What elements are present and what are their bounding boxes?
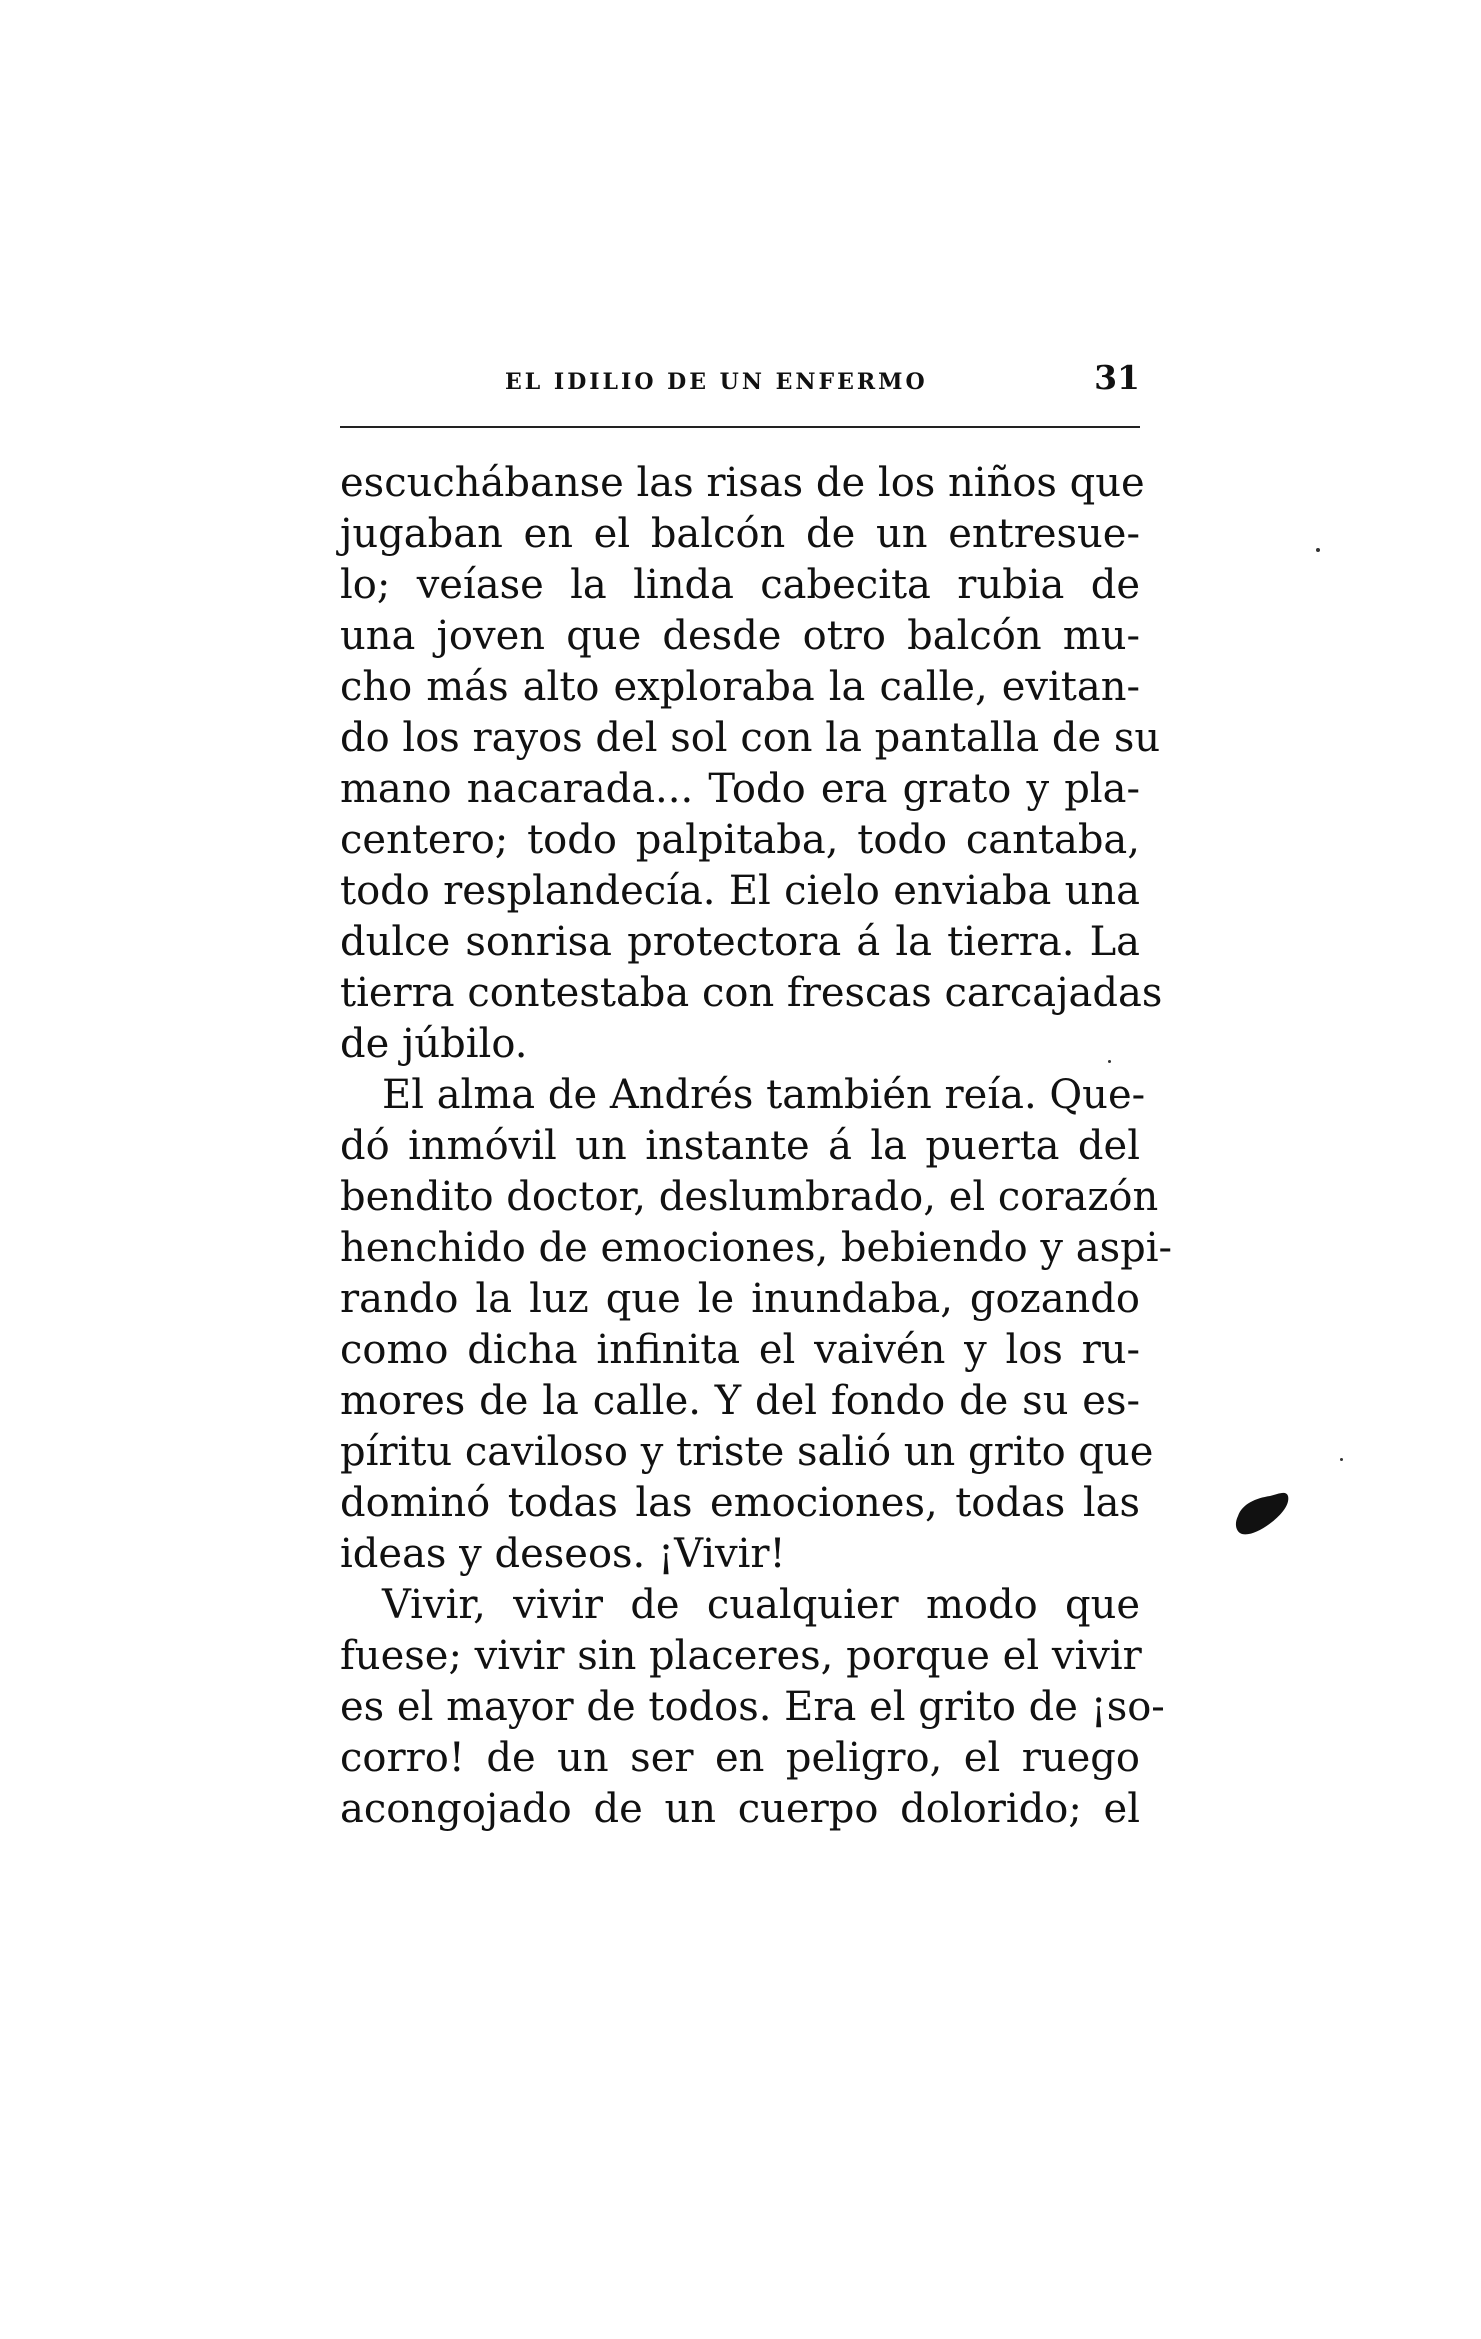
page-number: 31 — [1094, 358, 1140, 397]
text-line: jugaban en el balcón de un entresue- — [340, 511, 1140, 557]
text-line: henchido de emociones, bebiendo y aspi- — [340, 1225, 1173, 1271]
paragraph-1 — [340, 458, 1163, 1070]
text-line: píritu caviloso y triste salió un grito que — [340, 1429, 1154, 1475]
scan-speck — [1340, 1458, 1343, 1461]
text-line: mano nacarada... Todo era grato y pla- — [340, 766, 1140, 812]
scan-speck — [1316, 548, 1320, 552]
running-head — [340, 358, 1140, 402]
text-line: tierra contestaba con frescas carcajadas — [340, 970, 1163, 1016]
text-line: bendito doctor, deslumbrado, el corazón — [340, 1174, 1159, 1220]
text-line: es el mayor de todos. Era el grito de ¡so- — [340, 1684, 1165, 1730]
text-line: ideas y deseos. ¡Vivir! — [340, 1531, 786, 1577]
text-line: El alma de Andrés también reía. Que- — [382, 1072, 1146, 1118]
text-line: como dicha infinita el vaivén y los ru- — [340, 1327, 1140, 1373]
text-line: cho más alto exploraba la calle, evitan- — [340, 664, 1140, 710]
text-line: dulce sonrisa protectora á la tierra. La — [340, 919, 1140, 965]
paragraph-2 — [340, 1070, 1173, 1580]
header-rule — [340, 426, 1140, 428]
running-title: EL IDILIO DE UN ENFERMO — [505, 369, 928, 395]
body-text — [340, 458, 1173, 1835]
text-line: lo; veíase la linda cabecita rubia de — [340, 562, 1140, 608]
text-line: una joven que desde otro balcón mu- — [340, 613, 1140, 659]
text-line: mores de la calle. Y del fondo de su es- — [340, 1378, 1140, 1424]
text-line: corro! de un ser en peligro, el ruego — [340, 1735, 1140, 1781]
ink-blot-mark — [1232, 1488, 1290, 1538]
text-line: fuese; vivir sin placeres, porque el vivir — [340, 1633, 1142, 1679]
paragraph-3 — [340, 1580, 1165, 1835]
text-line: centero; todo palpitaba, todo cantaba, — [340, 817, 1140, 863]
text-line: do los rayos del sol con la pantalla de su — [340, 715, 1161, 761]
text-line: de júbilo. — [340, 1021, 528, 1067]
text-line: rando la luz que le inundaba, gozando — [340, 1276, 1140, 1322]
text-line: dominó todas las emociones, todas las — [340, 1480, 1140, 1526]
text-line: Vivir, vivir de cualquier modo que — [382, 1582, 1140, 1628]
text-line: dó inmóvil un instante á la puerta del — [340, 1123, 1140, 1169]
text-line: escuchábanse las risas de los niños que — [340, 460, 1145, 506]
text-line: todo resplandecía. El cielo enviaba una — [340, 868, 1140, 914]
text-line: acongojado de un cuerpo dolorido; el — [340, 1786, 1140, 1832]
scan-speck — [1108, 1060, 1111, 1063]
